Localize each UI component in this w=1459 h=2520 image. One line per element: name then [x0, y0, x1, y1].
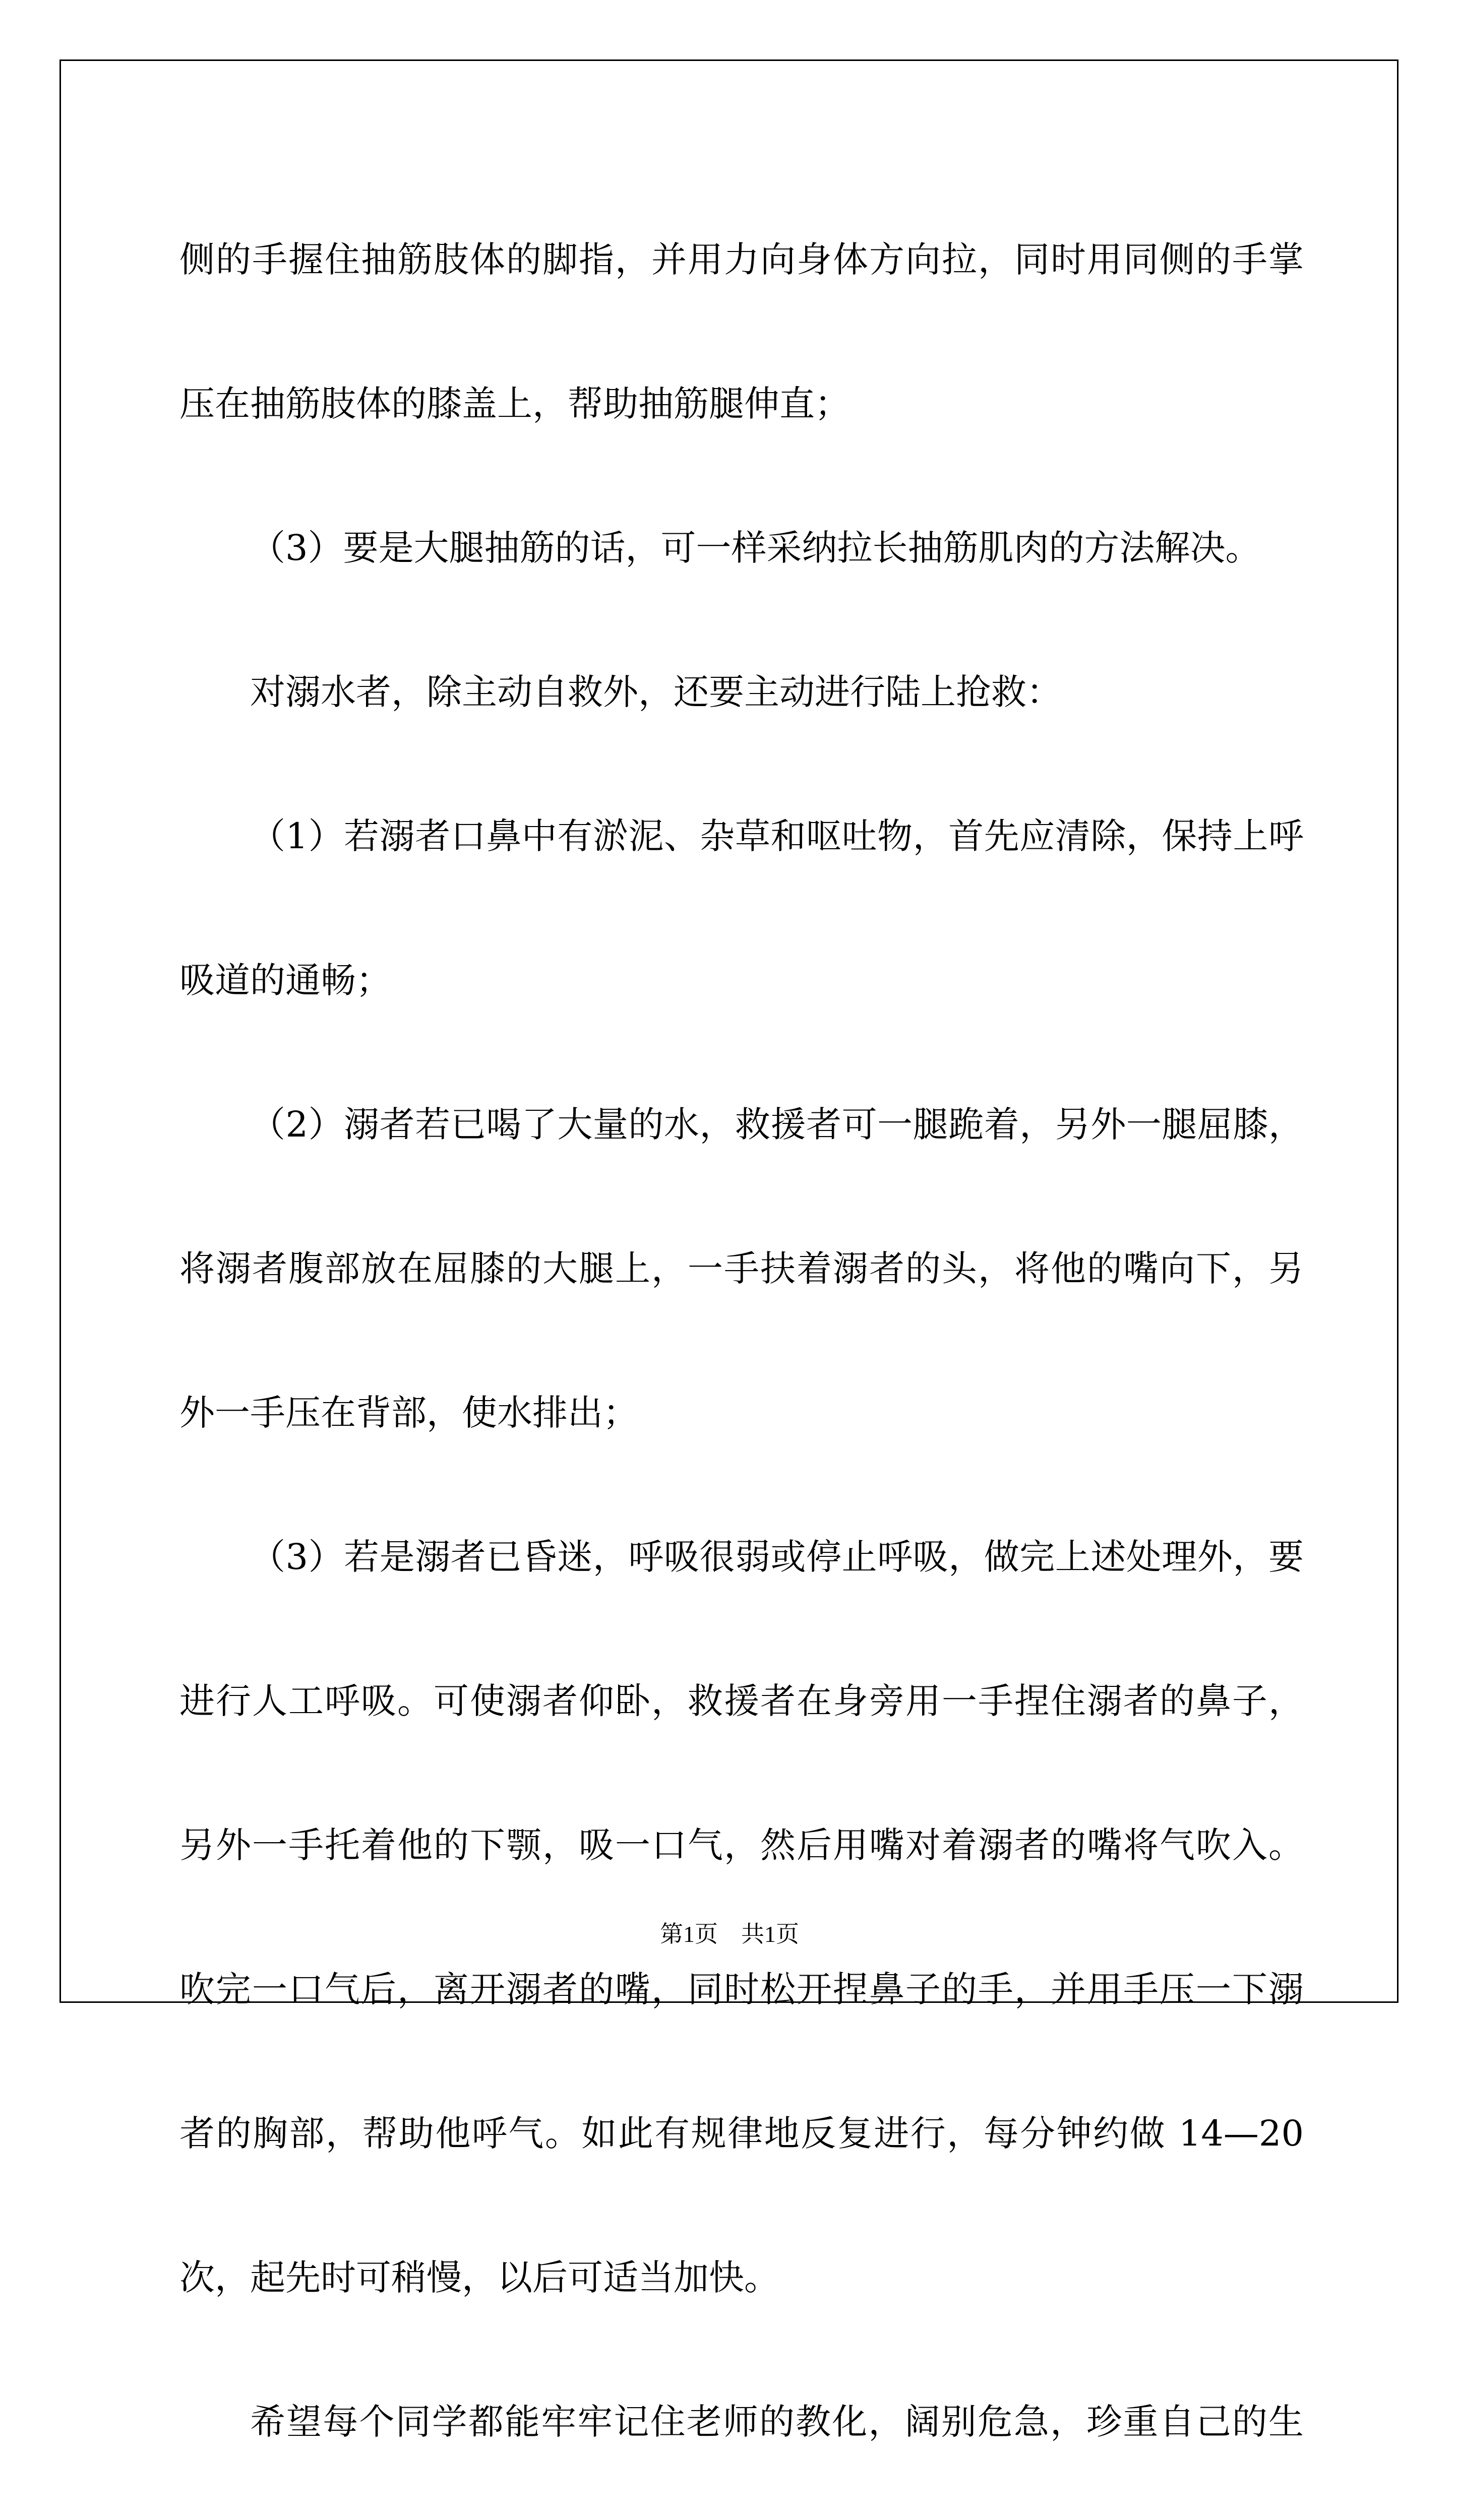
paragraph-3: 对溺水者，除主动自救外，还要主动进行陆上抢救： [250, 671, 1062, 713]
paragraph-5: （2）溺者若已喝了大量的水，救援者可一腿跪着，另外一腿屈膝，将溺者腹部放在屈膝的大腿上，一手扶着溺者的头，将他的嘴向下，另外一手压在背部，使水排出； [179, 1104, 1304, 1433]
paragraph-7: 希望每个同学都能牢牢记住老师的教化，阔别危急，珍重自己的生 [250, 2401, 1304, 2442]
paragraph-2: （3）要是大腿抽筋的话，可一样采纳拉长抽筋肌肉的方法解决。 [250, 527, 1261, 569]
paragraph-4: （1）若溺者口鼻中有淤泥、杂草和呕吐物，首先应清除，保持上呼吸道的通畅； [179, 815, 1304, 1001]
page-footer [0, 1919, 1459, 1949]
paragraph-6: （3）若是溺者已昏迷，呼吸很弱或停止呼吸，做完上述处理外，要进行人工呼吸。可使溺者仰卧，救援者在身旁用一手捏住溺者的鼻子，另外一手托着他的下颚，吸一口气，然后用嘴对着溺者的嘴将气吹入。吹完一口气后，离开溺者的嘴，同时松开捏鼻子的手，并用手压一下溺者的胸部，帮助他呼气。如此有规律地反复进行，每分钟约做 14—20 次，起先时可稍慢，以后可适当加快。 [179, 1536, 1304, 2298]
paragraph-1: 侧的手握住抽筋肢体的脚指，并用力向身体方向拉，同时用同侧的手掌压在抽筋肢体的膝盖上，帮助抽筋腿伸直； [179, 239, 1304, 424]
page-number: 第1页 [660, 1921, 718, 1947]
page-total: 共1页 [741, 1921, 799, 1947]
document-body [179, 187, 1304, 2520]
